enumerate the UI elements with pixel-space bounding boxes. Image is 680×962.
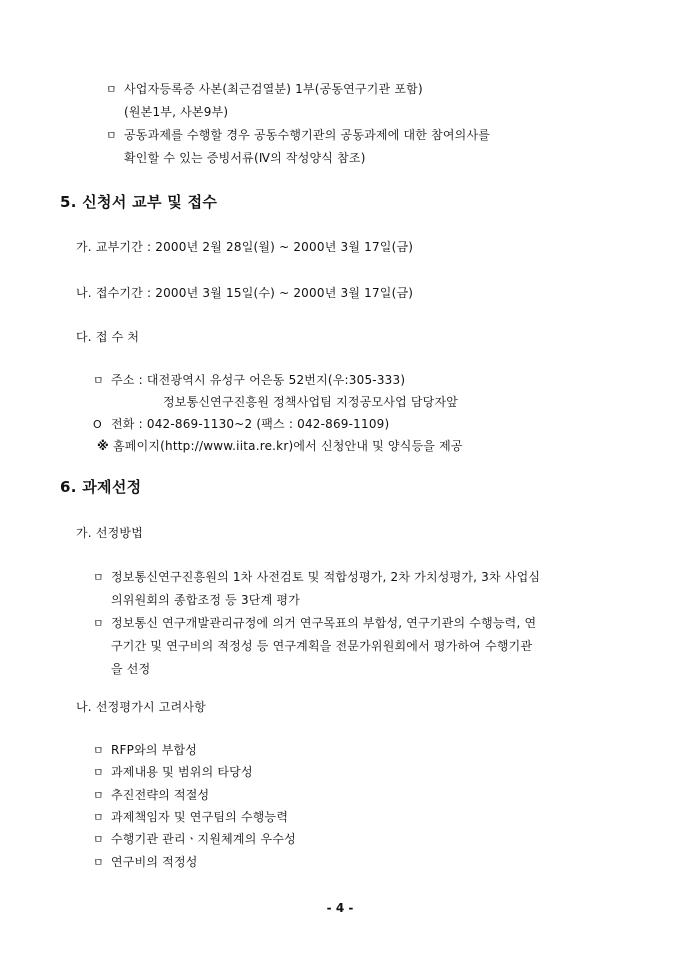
issue-period: 가. 교부기간 : 2000년 2월 28일(월) ~ 2000년 3월 17일(금): [76, 240, 414, 254]
bullet-text: 사업자등록증 사본(최근검열분) 1부(공동연구기관 포함): [124, 82, 423, 96]
bullet-square-icon: ㅁ: [93, 811, 104, 824]
list-item: [93, 568, 540, 585]
criteria-text: RFP와의 부합성: [111, 743, 198, 757]
reference-mark-icon: ※: [97, 439, 109, 453]
list-item: [93, 614, 536, 631]
bullet-square-icon: ㅁ: [93, 856, 104, 869]
page-number: - 4 -: [326, 901, 354, 915]
receipt-office-heading: 다. 접 수 처: [76, 330, 140, 344]
address-text: 주소 : 대전광역시 유성구 어은동 52번지(우:305-333): [111, 373, 406, 387]
bullet-square-icon: ㅁ: [93, 744, 104, 757]
bullet-square-icon: ㅁ: [93, 374, 104, 387]
list-item: [93, 741, 197, 758]
section-6-heading: 6. 과제선정: [60, 478, 142, 496]
selection-method-heading: 가. 선정방법: [76, 526, 143, 540]
criteria-text: 과제내용 및 범위의 타당성: [111, 765, 253, 779]
bullet-text-continuation: 의위원회의 종합조정 등 3단계 평가: [111, 593, 300, 607]
phone-text: 전화 : 042-869-1130~2 (팩스 : 042-869-1109): [111, 417, 390, 431]
section-5-heading: 5. 신청서 교부 및 접수: [60, 193, 218, 211]
list-item: [106, 80, 423, 97]
bullet-text: 정보통신 연구개발관리규정에 의거 연구목표의 부합성, 연구기관의 수행능력, 연: [111, 616, 537, 630]
bullet-text-continuation: (원본1부, 사본9부): [124, 105, 229, 119]
criteria-text: 추진전략의 적절성: [111, 788, 210, 802]
bullet-text-continuation: 확인할 수 있는 증빙서류(Ⅳ의 작성양식 참조): [124, 151, 366, 165]
evaluation-criteria-heading: 나. 선정평가시 고려사항: [76, 700, 206, 714]
bullet-square-icon: ㅁ: [93, 789, 104, 802]
receipt-period: 나. 접수기간 : 2000년 3월 15일(수) ~ 2000년 3월 17일(금): [76, 286, 414, 300]
bullet-square-icon: ㅁ: [93, 766, 104, 779]
list-item: [93, 763, 253, 780]
phone-item: [93, 415, 389, 432]
bullet-circle-icon: O: [93, 418, 102, 431]
list-item: [93, 786, 209, 803]
address-item: [93, 371, 405, 388]
bullet-text-continuation: 구기간 및 연구비의 적정성 등 연구계획을 전문가위원회에서 평가하여 수행기관: [111, 639, 533, 653]
address-recipient: 정보통신연구진흥원 정책사업팀 지정공모사업 담당자앞: [163, 395, 459, 409]
list-item: [106, 126, 490, 143]
bullet-square-icon: ㅁ: [106, 83, 117, 96]
bullet-square-icon: ㅁ: [106, 129, 117, 142]
criteria-text: 수행기관 관리ㆍ지원체계의 우수성: [111, 832, 296, 846]
list-item: [93, 853, 198, 870]
bullet-text: 공동과제를 수행할 경우 공동수행기관의 공동과제에 대한 참여의사를: [124, 128, 491, 142]
bullet-square-icon: ㅁ: [93, 833, 104, 846]
bullet-text-continuation: 을 선정: [111, 662, 151, 676]
criteria-text: 과제책임자 및 연구팀의 수행능력: [111, 810, 289, 824]
homepage-note: [97, 437, 463, 454]
bullet-square-icon: ㅁ: [93, 571, 104, 584]
list-item: [93, 808, 288, 825]
list-item: [93, 830, 296, 847]
criteria-text: 연구비의 적정성: [111, 855, 198, 869]
homepage-note-text: 홈페이지(http://www.iita.re.kr)에서 신청안내 및 양식등을 제공: [113, 439, 463, 453]
bullet-square-icon: ㅁ: [93, 617, 104, 630]
bullet-text: 정보통신연구진흥원의 1차 사전검토 및 적합성평가, 2차 가치성평가, 3차 사업심: [111, 570, 541, 584]
